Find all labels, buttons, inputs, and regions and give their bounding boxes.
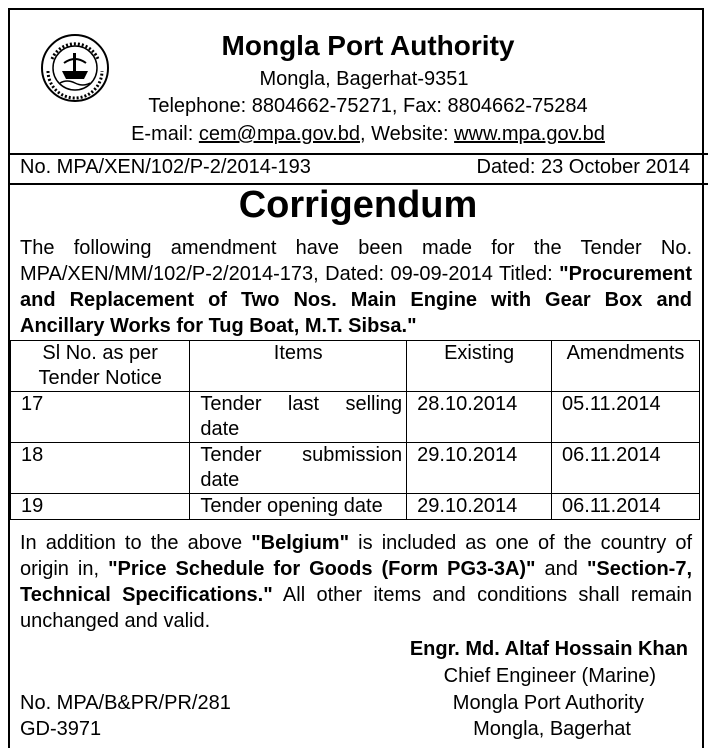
- table-cell: 19: [11, 494, 190, 520]
- table-row: [11, 392, 700, 443]
- table-cell: 29.10.2014: [407, 443, 552, 494]
- column-header: Existing: [407, 341, 552, 392]
- amendment-table: [10, 340, 700, 520]
- addendum-paragraph: [20, 530, 692, 634]
- intro-paragraph: [20, 235, 692, 339]
- column-header: Items: [190, 341, 407, 392]
- table-cell: 06.11.2014: [552, 443, 700, 494]
- addendum-text: is included as one of the country of origin in,: [20, 532, 692, 580]
- addendum-text: In addition to the above: [20, 532, 252, 554]
- signatory-location: Mongla, Bagerhat: [473, 718, 631, 740]
- footer-gd-number: GD-3971: [20, 718, 102, 740]
- document-title: Corrigendum: [238, 184, 478, 226]
- website-link[interactable]: www.mpa.gov.bd: [454, 123, 605, 145]
- tender-title: "Procurement and Replacement of Two Nos. Main Engine with Gear Box and Ancillary Works for Tug Boat, M.T. Sibsa.": [20, 263, 692, 337]
- addendum-bold-country: "Belgium": [251, 532, 350, 554]
- table-cell: Tender opening date: [190, 494, 407, 520]
- email-label: E-mail:: [131, 123, 199, 145]
- table-cell: 28.10.2014: [407, 392, 552, 443]
- header-divider: [8, 153, 708, 155]
- addendum-text: and: [535, 558, 587, 580]
- table-cell: 05.11.2014: [552, 392, 700, 443]
- table-cell: 17: [11, 392, 190, 443]
- table-row: [11, 494, 700, 520]
- column-header: Amendments: [552, 341, 700, 392]
- intro-text: The following amendment have been made for the Tender No. MPA/XEN/MM/102/P-2/2014-173, Dated: 09-09-2014 Titled:: [20, 237, 692, 285]
- table-header-row: [11, 341, 700, 392]
- website-label: , Website:: [359, 123, 455, 145]
- signatory-designation: Chief Engineer (Marine): [443, 665, 656, 687]
- phone-fax: Telephone: 8804662-75271, Fax: 8804662-75284: [148, 95, 588, 117]
- reference-number: No. MPA/XEN/102/P-2/2014-193: [20, 156, 311, 178]
- footer-reference: No. MPA/B&PR/PR/281: [20, 692, 231, 714]
- table-cell: 29.10.2014: [407, 494, 552, 520]
- addendum-bold-form: "Price Schedule for Goods (Form PG3-3A)": [108, 558, 536, 580]
- column-header: Sl No. as per Tender Notice: [11, 341, 190, 392]
- table-cell: Tender last selling date: [190, 392, 407, 443]
- email-link[interactable]: cem@mpa.gov.bd: [198, 123, 360, 145]
- signatory-organization: Mongla Port Authority: [452, 692, 644, 714]
- reference-date: Dated: 23 October 2014: [476, 156, 690, 178]
- addendum-text: All other items and conditions shall remain unchanged and valid.: [20, 584, 692, 632]
- address: Mongla, Bagerhat-9351: [259, 68, 469, 90]
- table-cell: 06.11.2014: [552, 494, 700, 520]
- signatory-name: Engr. Md. Altaf Hossain Khan: [409, 638, 688, 660]
- addendum-bold-section: "Section-7, Technical Specifications.": [20, 558, 692, 606]
- table-cell: 18: [11, 443, 190, 494]
- table-cell: Tender submission date: [190, 443, 407, 494]
- contact-line: [10, 123, 716, 146]
- table-row: [11, 443, 700, 494]
- organization-name: Mongla Port Authority: [221, 30, 515, 61]
